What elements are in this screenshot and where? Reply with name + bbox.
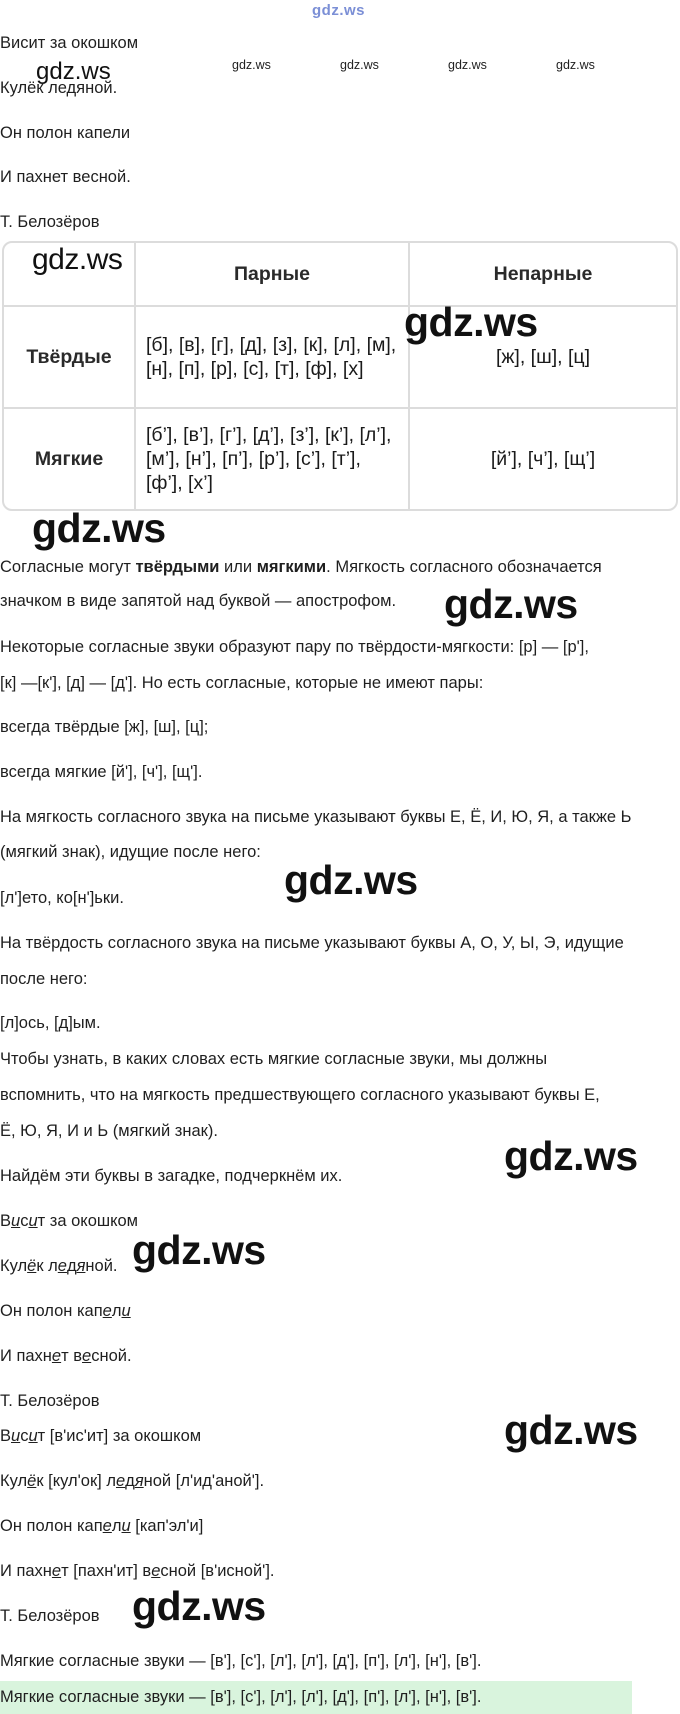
- paragraph-line: Согласные могут твёрдыми или мягкими. Мягкость согласного обозначается: [0, 558, 602, 576]
- paragraph-line: после него:: [0, 970, 88, 988]
- poem-author: Т. Белозёров: [0, 1607, 100, 1625]
- watermark: gdz.ws: [284, 857, 418, 903]
- watermark: gdz.ws: [504, 1133, 638, 1179]
- unpaired-cell: [ж], [ш], [ц]: [410, 307, 676, 409]
- paragraph-line: Некоторые согласные звуки образуют пару по твёрдости-мягкости: [р] — [р'],: [0, 638, 589, 656]
- watermark-top: gdz.ws: [312, 2, 366, 19]
- paragraph-line: значком в виде запятой над буквой — апострофом.: [0, 592, 397, 610]
- soft-consonants-answer: Мягкие согласные звуки — [в'], [с'], [л'], [л'], [д'], [п'], [л'], [н'], [в'].: [0, 1688, 482, 1706]
- paragraph-line: Чтобы узнать, в каких словах есть мягкие согласные звуки, мы должны: [0, 1050, 548, 1068]
- poem-underlined-line: Он полон капели: [0, 1302, 131, 1320]
- watermark: gdz.ws: [32, 243, 123, 276]
- watermark-small: gdz.ws: [556, 58, 595, 72]
- paired-cell: [б], [в], [г], [д], [з], [к], [л], [м], [н], [п], [р], [с], [т], [ф], [х]: [136, 307, 410, 409]
- paragraph-line: [л']ето, ко[н']ьки.: [0, 889, 124, 907]
- paragraph-line: вспомнить, что на мягкость предшествующего согласного указывают буквы Е,: [0, 1086, 600, 1104]
- poem-line: Кулёк ледяной.: [0, 79, 118, 97]
- table-header-paired: Парные: [136, 243, 410, 307]
- paragraph-line: (мягкий знак), идущие после него:: [0, 843, 261, 861]
- watermark: gdz.ws: [36, 58, 111, 85]
- poem-underlined-line: Кулёк ледяной.: [0, 1257, 118, 1275]
- paragraph-line: Найдём эти буквы в загадке, подчеркнём их.: [0, 1167, 343, 1185]
- row-label: Твёрдые: [4, 307, 136, 409]
- transcription-line: Кулёк [кул'ок] ледяной [л'ид'аной'].: [0, 1472, 265, 1490]
- paragraph-line: всегда мягкие [й'], [ч'], [щ'].: [0, 763, 203, 781]
- poem-line: Он полон капели: [0, 124, 131, 142]
- table-row: [4, 307, 676, 409]
- paragraph-line: На мягкость согласного звука на письме указывают буквы Е, Ё, И, Ю, Я, а также Ь: [0, 808, 632, 826]
- watermark: gdz.ws: [504, 1407, 638, 1453]
- poem-line: Висит за окошком: [0, 34, 139, 52]
- soft-consonants-line: Мягкие согласные звуки — [в'], [с'], [л'], [л'], [д'], [п'], [л'], [н'], [в'].: [0, 1652, 482, 1670]
- paragraph-line: [л]ось, [д]ым.: [0, 1014, 101, 1032]
- table-row: [4, 409, 676, 509]
- watermark: gdz.ws: [444, 581, 578, 627]
- watermark: gdz.ws: [32, 505, 166, 551]
- watermark: gdz.ws: [404, 299, 538, 345]
- poem-underlined-line: Висит за окошком: [0, 1212, 139, 1230]
- watermark-small: gdz.ws: [340, 58, 379, 72]
- paragraph-line: Ё, Ю, Я, И и Ь (мягкий знак).: [0, 1122, 218, 1140]
- transcription-line: Висит [в'ис'ит] за окошком: [0, 1427, 202, 1445]
- table-header-unpaired: Непарные: [410, 243, 676, 307]
- transcription-line: Он полон капели [кап'эл'и]: [0, 1517, 204, 1535]
- poem-author: Т. Белозёров: [0, 1392, 100, 1410]
- poem-author: Т. Белозёров: [0, 213, 100, 231]
- poem-line: И пахнет весной.: [0, 168, 131, 186]
- poem-underlined-line: И пахнет весной.: [0, 1347, 132, 1365]
- paragraph-line: На твёрдость согласного звука на письме указывают буквы А, О, У, Ы, Э, идущие: [0, 934, 624, 952]
- unpaired-cell: [й’], [ч’], [щ’]: [490, 448, 596, 470]
- row-label: Мягкие: [4, 409, 136, 509]
- paragraph-line: всегда твёрдые [ж], [ш], [ц];: [0, 718, 209, 736]
- watermark-small: gdz.ws: [232, 58, 271, 72]
- watermark: gdz.ws: [132, 1227, 266, 1273]
- watermark-small: gdz.ws: [448, 58, 487, 72]
- watermark: gdz.ws: [132, 1583, 266, 1629]
- transcription-line: И пахнет [пахн'ит] весной [в'исной'].: [0, 1562, 275, 1580]
- paragraph-line: [к] —[к'], [д] — [д']. Но есть согласные, которые не имеют пары:: [0, 674, 484, 692]
- paired-cell: [б’], [в’], [г’], [д’], [з’], [к’], [л’], [м’], [н’], [п’], [р’], [с’], [т’], [ф’], [х’]: [136, 409, 410, 509]
